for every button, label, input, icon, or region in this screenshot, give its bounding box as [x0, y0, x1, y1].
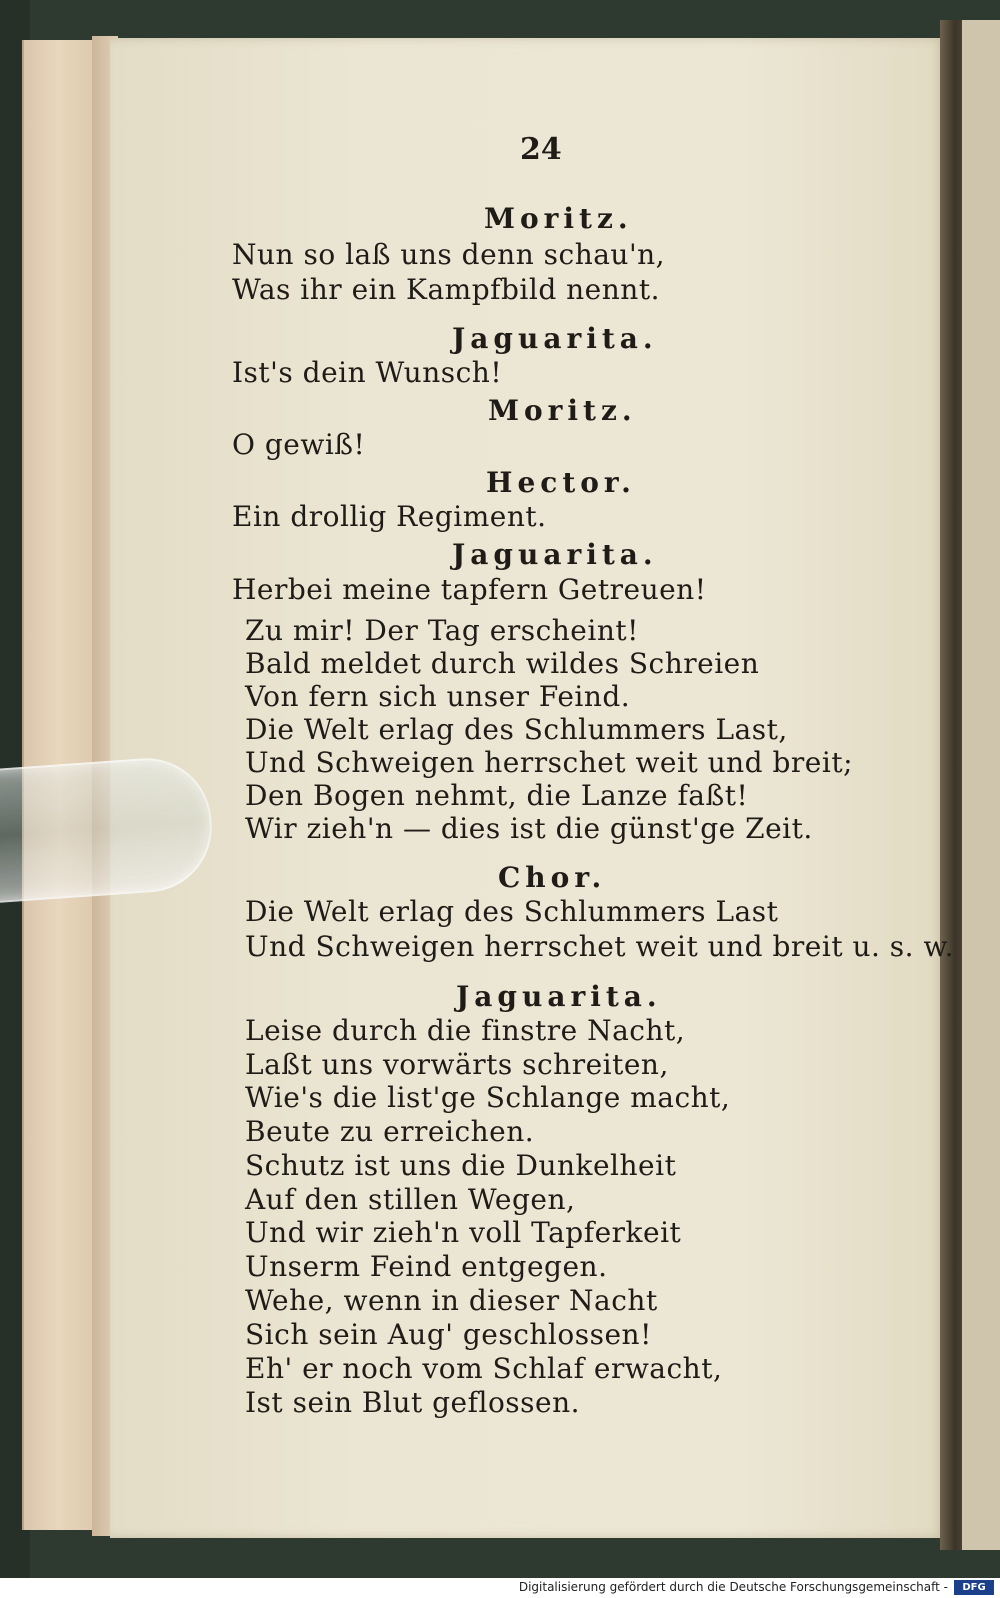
verse-line: Und wir zieh'n voll Tapferkeit: [245, 1216, 682, 1249]
verse-line: Unserm Feind entgegen.: [245, 1250, 608, 1283]
speaker-name: Jaguarita.: [456, 980, 662, 1013]
verse-line: Eh' er noch vom Schlaf erwacht,: [245, 1352, 723, 1385]
verse-line: Schutz ist uns die Dunkelheit: [245, 1149, 677, 1182]
verse-line: Den Bogen nehmt, die Lanze faßt!: [245, 779, 749, 812]
verse-line: Wie's die list'ge Schlange macht,: [245, 1081, 731, 1114]
verse-line: Und Schweigen herrschet weit und breit u. s. w.: [245, 930, 955, 963]
dfg-logo: DFG: [954, 1580, 994, 1595]
verse-line: Zu mir! Der Tag erscheint!: [245, 614, 639, 647]
speaker-name: Jaguarita.: [452, 322, 658, 355]
verse-line: Auf den stillen Wegen,: [245, 1183, 576, 1216]
verse-line: Ein drollig Regiment.: [232, 500, 547, 533]
verse-line: Herbei meine tapfern Getreuen!: [232, 573, 707, 606]
verse-line: O gewiß!: [232, 428, 366, 461]
verse-line: Was ihr ein Kampfbild nennt.: [232, 273, 660, 306]
verse-line: Die Welt erlag des Schlummers Last,: [245, 713, 788, 746]
verse-line: Wir zieh'n — dies ist die günst'ge Zeit.: [245, 812, 813, 845]
speaker-name: Moritz.: [484, 202, 633, 235]
verse-line: Bald meldet durch wildes Schreien: [245, 647, 760, 680]
verse-line: Beute zu erreichen.: [245, 1115, 535, 1148]
speaker-name: Hector.: [486, 466, 636, 499]
verse-line: Nun so laß uns denn schau'n,: [232, 238, 666, 271]
verse-line: Ist's dein Wunsch!: [232, 356, 503, 389]
verse-line: Wehe, wenn in dieser Nacht: [245, 1284, 658, 1317]
speaker-name: Chor.: [498, 861, 607, 894]
verse-line: Ist sein Blut geflossen.: [245, 1386, 581, 1419]
verse-line: Von fern sich unser Feind.: [245, 680, 631, 713]
next-page-edge: [962, 20, 1000, 1550]
verse-line: Die Welt erlag des Schlummers Last: [245, 895, 779, 928]
funding-credit: Digitalisierung gefördert durch die Deutsche Forschungsgemeinschaft -: [518, 1580, 948, 1594]
verse-line: Laßt uns vorwärts schreiten,: [245, 1048, 669, 1081]
page-number: 24: [520, 132, 562, 167]
speaker-name: Jaguarita.: [452, 538, 658, 571]
verse-line: Und Schweigen herrschet weit und breit;: [245, 746, 854, 779]
verse-line: Leise durch die finstre Nacht,: [245, 1014, 686, 1047]
speaker-name: Moritz.: [488, 394, 637, 427]
verse-line: Sich sein Aug' geschlossen!: [245, 1318, 652, 1351]
